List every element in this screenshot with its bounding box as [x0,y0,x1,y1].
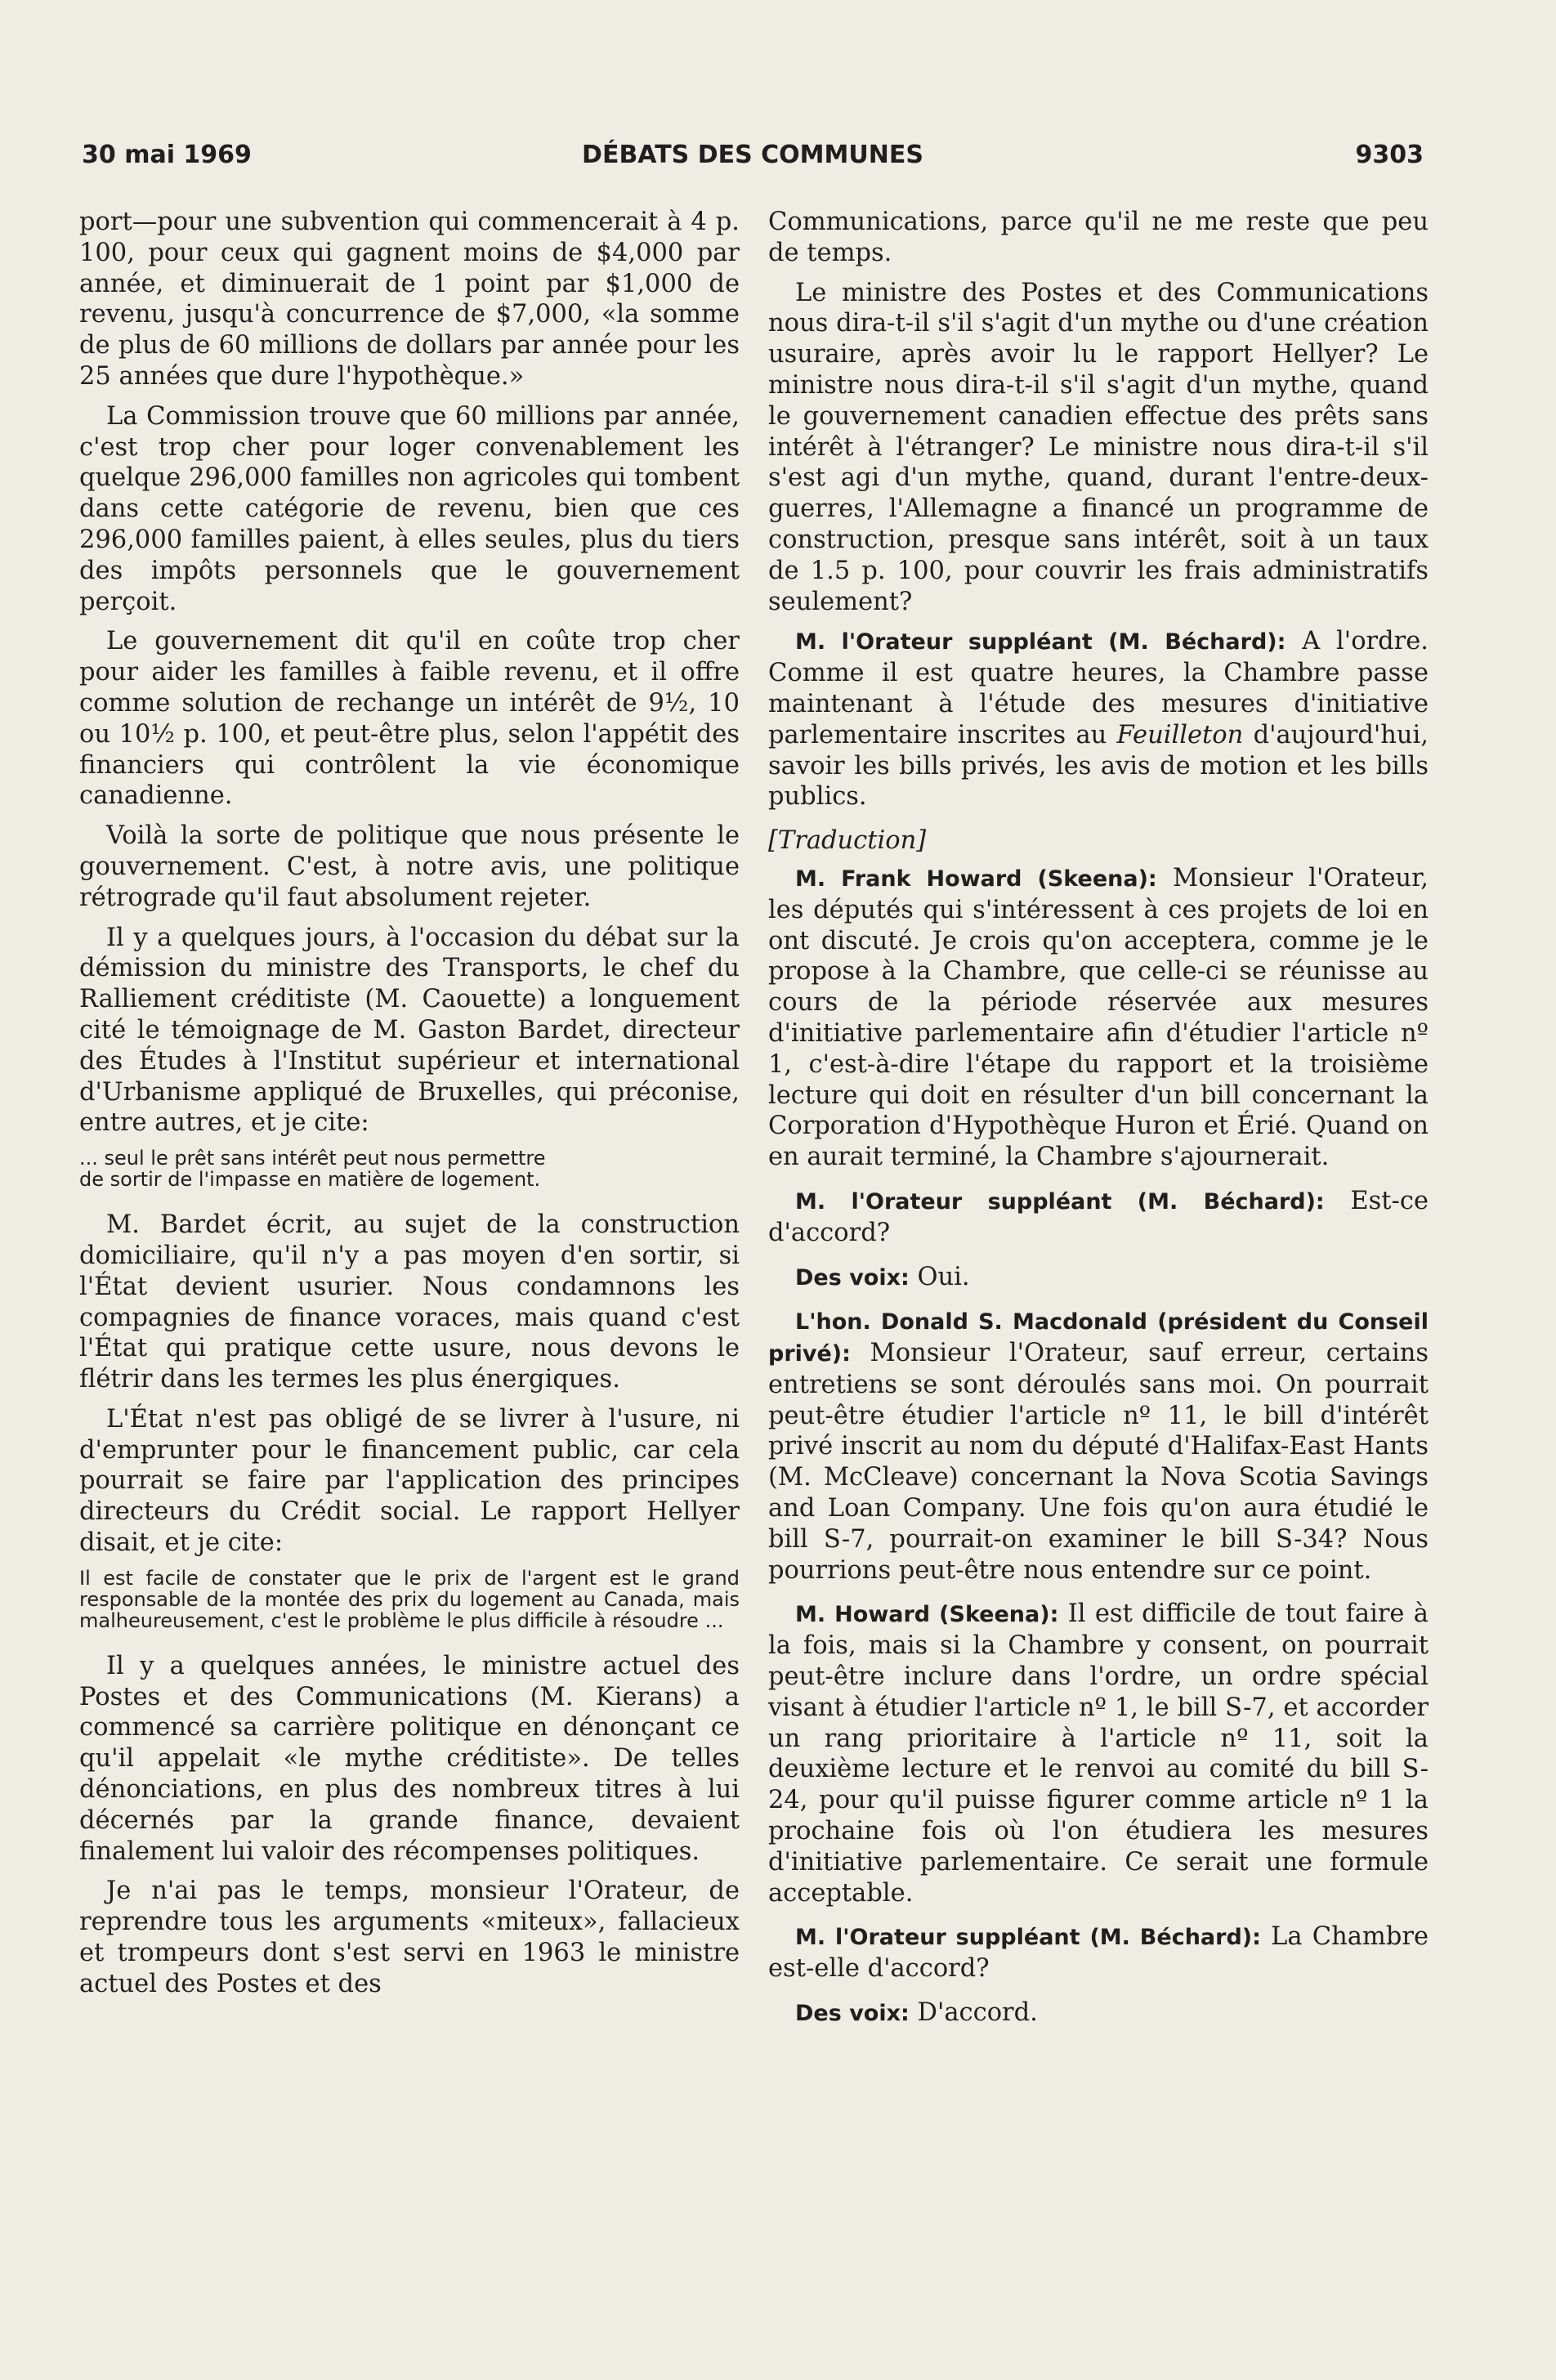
paragraph: port—pour une subvention qui commencerait à 4 p. 100, pour ceux qui gagnent moins de $4,000 par année, et diminuerait de 1 point par $1,000 de revenu, jusqu'à concurrence de $7,000, «la somme de plus de 60 millions de dollars par année pour les 25 années que dure l'hypothèque.» [79,208,740,391]
paragraph: Il y a quelques années, le ministre actuel des Postes et des Communications (M. Kierans) a commencé sa carrière politique en dénonçant ce qu'il appelait «le mythe créditiste». De telles dénonciations, en plus des nombreux titres à lui décernés par la grande finance, devaient finalement lui valoir des récompenses politiques. [79,1651,740,1866]
speaker-name: L'hon. Donald S. Macdonald (président du Conseil privé): [768,1309,1429,1367]
speech [768,1921,1429,1984]
speaker-name: M. l'Orateur suppléant (M. Béchard): [795,1188,1325,1215]
header-page-number: 9303 [1355,141,1424,169]
speech-text: Oui. [909,1262,970,1291]
paragraph: Communications, parce qu'il ne me reste que peu de temps. [768,208,1429,267]
speech [768,1306,1429,1586]
block-quote [79,1148,740,1190]
speaker-name: Des voix: [795,2001,910,2027]
speech [768,1599,1429,1908]
paragraph: Je n'ai pas le temps, monsieur l'Orateur, de reprendre tous les arguments «miteux», fallacieux et trompeurs dont s'est servi en 1963 le ministre actuel des Postes et des [79,1877,740,1998]
quote-line: de sortir de l'impasse en matière de logement. [79,1168,541,1192]
page-header [82,141,1424,181]
speech-text: Il est difficile de tout faire à la fois, mais si la Chambre y consent, on pourrait peut-être inclure dans l'ordre, un ordre spécial visant à étudier l'article nº 1, le bill S-7, et accorder un rang prioritaire à l'article nº 11, soit la deuxième lecture et le renvoi au comité du bill S-24, pour qu'il puisse figurer comme article nº 1 la prochaine fois où l'on étudiera les mesures d'initiative parlementaire. Ce serait une formule acceptable. [768,1599,1429,1908]
speech [768,1186,1429,1249]
paragraph: Le gouvernement dit qu'il en coûte trop cher pour aider les familles à faible revenu, et il offre comme solution de rechange un intérêt de 9½, 10 ou 10½ p. 100, et peut-être plus, selon l'appétit des financiers qui contrôlent la vie économique canadienne. [79,627,740,811]
speech-text: D'accord. [909,1998,1038,2028]
speech [768,863,1429,1173]
paragraph: Voilà la sorte de politique que nous présente le gouvernement. C'est, à notre avis, une politique rétrograde qu'il faut absolument rejeter. [79,821,740,912]
header-date: 30 mai 1969 [82,141,252,169]
speech-text: A l'ordre. Comme il est quatre heures, la Chambre passe maintenant à l'étude des mesures d'initiative parlementaire inscrites au [768,627,1429,749]
speech-text: Est-ce d'accord? [768,1186,1429,1247]
speaker-name: Des voix: [795,1264,910,1291]
speech-text: La Chambre est-elle d'accord? [768,1922,1429,1984]
paragraph: M. Bardet écrit, au sujet de la construction domiciliaire, qu'il n'y a pas moyen d'en sortir, si l'État devient usurier. Nous condamnons les compagnies de finance voraces, mais quand c'est l'État qui pratique cette usure, nous devons le flétrir dans les termes les plus énergiques. [79,1210,740,1394]
speaker-name: M. Howard (Skeena): [795,1602,1059,1628]
quote-line: ... seul le prêt sans intérêt peut nous permettre [79,1147,546,1170]
translation-tag: [Traduction] [768,826,927,856]
speech-text: Monsieur l'Orateur, les députés qui s'intéressent à ces projets de loi en ont discuté. Je crois qu'on acceptera, comme je le propose à la Chambre, que celle-ci se réunisse au cours de la période réservée aux mesures d'initiative parlementaire afin d'étudier l'article nº 1, c'est-à-dire l'étape du rapport et la troisième lecture qui doit en résulter d'un bill concernant la Corporation d'Hypothèque Huron et Érié. Quand on en aurait terminé, la Chambre s'ajournerait. [768,863,1429,1172]
paragraph: Il y a quelques jours, à l'occasion du débat sur la démission du ministre des Transports, le chef du Ralliement créditiste (M. Caouette) a longuement cité le témoignage de M. Gaston Bardet, directeur des Études à l'Institut supérieur et international d'Urbanisme appliqué de Bruxelles, qui préconise, entre autres, et je cite: [79,923,740,1138]
block-quote: Il est facile de constater que le prix de l'argent est le grand responsable de la montée des prix du logement au Canada, mais malheureusement, c'est le problème le plus difficile à résoudre ... [79,1566,740,1632]
header-title: DÉBATS DES COMMUNES [582,141,923,169]
speaker-name: M. l'Orateur suppléant (M. Béchard): [795,1925,1261,1951]
speech [768,1998,1429,2029]
speaker-name: M. l'Orateur suppléant (M. Béchard): [795,629,1286,655]
paragraph: La Commission trouve que 60 millions par année, c'est trop cher pour loger convenablement les quelque 296,000 familles non agricoles qui tombent dans cette catégorie de revenu, bien que ces 296,000 familles paient, à elles seules, plus du tiers des impôts personnels que le gouvernement perçoit. [79,401,740,616]
speech-text: Monsieur l'Orateur, sauf erreur, certains entretiens se sont déroulés sans moi. On pourrait peut-être étudier l'article nº 11, le bill d'intérêt privé inscrit au nom du député d'Halifax-East Hants (M. McCleave) concernant la Nova Scotia Savings and Loan Company. Une fois qu'on aura étudié le bill S-7, pourrait-on examiner le bill S-34? Nous pourrions peut-être nous entendre sur ce point. [768,1339,1429,1585]
speaker-name: M. Frank Howard (Skeena): [795,866,1157,892]
speech-text: d'aujourd'hui, savoir les bills privés, les avis de motion et les bills publics. [768,720,1429,812]
left-column [79,207,740,2009]
speech [768,626,1429,812]
speech-text-italic: Feuilleton [1116,720,1244,749]
paragraph: Le ministre des Postes et des Communications nous dira-t-il s'il s'agit d'un mythe ou d'une création usuraire, après avoir lu le rapport Hellyer? Le ministre nous dira-t-il s'il s'agit d'un mythe, quand le gouvernement canadien effectue des prêts sans intérêt à l'étranger? Le ministre nous dira-t-il s'il s'est agi d'un mythe, quand, durant l'entre-deux-guerres, l'Allemagne a financé un programme de construction, presque sans intérêt, soit à un taux de 1.5 p. 100, pour couvrir les frais administratifs seulement? [768,278,1429,616]
right-column [768,207,1429,2042]
paragraph: L'État n'est pas obligé de se livrer à l'usure, ni d'emprunter pour le financement public, car cela pourrait se faire par l'application des principes directeurs du Crédit social. Le rapport Hellyer disait, et je cite: [79,1404,740,1558]
speech [768,1262,1429,1294]
